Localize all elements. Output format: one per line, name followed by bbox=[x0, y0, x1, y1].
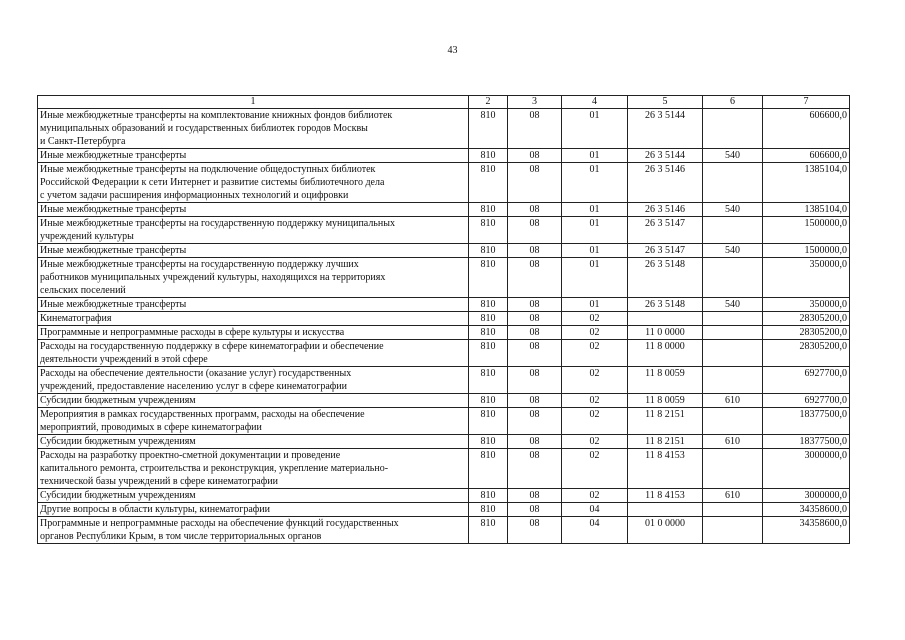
row-code-cell bbox=[703, 258, 763, 298]
row-code-cell: 04 bbox=[562, 503, 628, 517]
row-code-cell: 02 bbox=[562, 449, 628, 489]
row-code-cell: 08 bbox=[508, 408, 562, 435]
table-row bbox=[38, 435, 850, 449]
row-name-cell bbox=[38, 326, 469, 340]
row-code-cell: 11 8 0000 bbox=[628, 340, 703, 367]
row-code-cell: 11 8 2151 bbox=[628, 408, 703, 435]
row-code-cell: 810 bbox=[469, 408, 508, 435]
row-code-cell: 02 bbox=[562, 326, 628, 340]
row-code-cell: 08 bbox=[508, 435, 562, 449]
row-sum-cell: 28305200,0 bbox=[763, 326, 850, 340]
row-code-cell: 02 bbox=[562, 489, 628, 503]
row-code-cell: 08 bbox=[508, 503, 562, 517]
row-code-cell: 540 bbox=[703, 244, 763, 258]
page-number: 43 bbox=[447, 45, 458, 56]
table-row bbox=[38, 449, 850, 489]
row-code-cell: 08 bbox=[508, 517, 562, 544]
row-name-line: Российской Федерации к сети Интернет и развитие системы библиотечного дела bbox=[40, 177, 385, 188]
row-name-line: мероприятий, проводимых в сфере кинематографии bbox=[40, 422, 262, 433]
table-row bbox=[38, 312, 850, 326]
row-code-cell: 26 3 5147 bbox=[628, 244, 703, 258]
row-code-cell: 01 bbox=[562, 217, 628, 244]
row-code-cell: 11 8 4153 bbox=[628, 489, 703, 503]
table-row bbox=[38, 298, 850, 312]
row-code-cell bbox=[703, 408, 763, 435]
table-row bbox=[38, 244, 850, 258]
row-code-cell: 26 3 5148 bbox=[628, 298, 703, 312]
row-sum-cell: 1500000,0 bbox=[763, 217, 850, 244]
row-code-cell: 02 bbox=[562, 435, 628, 449]
row-code-cell: 01 bbox=[562, 149, 628, 163]
row-code-cell bbox=[703, 109, 763, 149]
row-code-cell: 26 3 5144 bbox=[628, 109, 703, 149]
row-name-line: Иные межбюджетные трансферты bbox=[40, 204, 187, 215]
row-name-line: Иные межбюджетные трансферты bbox=[40, 299, 187, 310]
table-row bbox=[38, 340, 850, 367]
row-code-cell bbox=[703, 503, 763, 517]
row-code-cell: 540 bbox=[703, 298, 763, 312]
row-code-cell: 08 bbox=[508, 203, 562, 217]
row-sum-cell: 3000000,0 bbox=[763, 489, 850, 503]
row-name-line: Другие вопросы в области культуры, кинематографии bbox=[40, 504, 270, 515]
row-sum-cell: 606600,0 bbox=[763, 149, 850, 163]
row-name-line: Иные межбюджетные трансферты на комплектование книжных фондов библиотек bbox=[40, 110, 393, 121]
row-code-cell: 11 8 2151 bbox=[628, 435, 703, 449]
row-name-line: деятельности учреждений в этой сфере bbox=[40, 354, 208, 365]
header-cell: 6 bbox=[703, 96, 763, 109]
row-code-cell: 01 bbox=[562, 258, 628, 298]
row-code-cell bbox=[703, 312, 763, 326]
row-name-line: Субсидии бюджетным учреждениям bbox=[40, 490, 196, 501]
row-code-cell: 810 bbox=[469, 367, 508, 394]
table-row bbox=[38, 203, 850, 217]
row-code-cell: 26 3 5148 bbox=[628, 258, 703, 298]
row-code-cell: 610 bbox=[703, 435, 763, 449]
table-row bbox=[38, 394, 850, 408]
row-name-cell bbox=[38, 258, 469, 298]
header-cell: 7 bbox=[763, 96, 850, 109]
row-code-cell: 01 bbox=[562, 298, 628, 312]
row-name-line: Иные межбюджетные трансферты bbox=[40, 150, 187, 161]
table-row bbox=[38, 367, 850, 394]
row-name-line: учреждений, предоставление населению услуг в сфере кинематографии bbox=[40, 381, 347, 392]
row-code-cell: 26 3 5144 bbox=[628, 149, 703, 163]
row-name-line: Иные межбюджетные трансферты на государственную поддержку муниципальных bbox=[40, 218, 395, 229]
row-code-cell: 810 bbox=[469, 503, 508, 517]
row-code-cell bbox=[703, 326, 763, 340]
header-row bbox=[38, 96, 850, 109]
row-code-cell: 810 bbox=[469, 517, 508, 544]
table-row bbox=[38, 109, 850, 149]
row-code-cell: 26 3 5147 bbox=[628, 217, 703, 244]
row-sum-cell: 6927700,0 bbox=[763, 367, 850, 394]
header-cell: 5 bbox=[628, 96, 703, 109]
row-code-cell: 08 bbox=[508, 312, 562, 326]
row-sum-cell: 1385104,0 bbox=[763, 203, 850, 217]
row-code-cell: 810 bbox=[469, 109, 508, 149]
row-code-cell: 01 bbox=[562, 203, 628, 217]
row-name-cell bbox=[38, 367, 469, 394]
row-sum-cell: 606600,0 bbox=[763, 109, 850, 149]
table-row bbox=[38, 258, 850, 298]
row-sum-cell: 3000000,0 bbox=[763, 449, 850, 489]
row-name-line: Субсидии бюджетным учреждениям bbox=[40, 436, 196, 447]
row-code-cell: 08 bbox=[508, 244, 562, 258]
budget-table bbox=[37, 95, 850, 544]
row-name-cell bbox=[38, 489, 469, 503]
row-name-line: Мероприятия в рамках государственных программ, расходы на обеспечение bbox=[40, 409, 365, 420]
row-code-cell: 02 bbox=[562, 394, 628, 408]
row-name-line: Иные межбюджетные трансферты на государственную поддержку лучших bbox=[40, 259, 359, 270]
row-code-cell: 810 bbox=[469, 435, 508, 449]
row-name-line: Программные и непрограммные расходы на обеспечение функций государственных bbox=[40, 518, 399, 529]
row-code-cell: 08 bbox=[508, 326, 562, 340]
row-code-cell bbox=[703, 217, 763, 244]
table-row bbox=[38, 503, 850, 517]
row-code-cell: 810 bbox=[469, 163, 508, 203]
row-code-cell: 08 bbox=[508, 258, 562, 298]
table-row bbox=[38, 163, 850, 203]
row-code-cell bbox=[703, 517, 763, 544]
row-name-line: Расходы на обеспечение деятельности (оказание услуг) государственных bbox=[40, 368, 352, 379]
row-code-cell: 810 bbox=[469, 258, 508, 298]
row-code-cell: 08 bbox=[508, 217, 562, 244]
row-name-line: Кинематография bbox=[40, 313, 112, 324]
row-code-cell: 08 bbox=[508, 298, 562, 312]
row-code-cell bbox=[628, 503, 703, 517]
row-code-cell bbox=[703, 340, 763, 367]
row-sum-cell: 28305200,0 bbox=[763, 340, 850, 367]
row-sum-cell: 34358600,0 bbox=[763, 503, 850, 517]
row-sum-cell: 34358600,0 bbox=[763, 517, 850, 544]
row-code-cell: 610 bbox=[703, 489, 763, 503]
row-sum-cell: 350000,0 bbox=[763, 258, 850, 298]
row-sum-cell: 1385104,0 bbox=[763, 163, 850, 203]
row-code-cell bbox=[703, 367, 763, 394]
row-name-line: учреждений культуры bbox=[40, 231, 134, 242]
row-name-line: Программные и непрограммные расходы в сфере культуры и искусства bbox=[40, 327, 345, 338]
table-row bbox=[38, 408, 850, 435]
row-code-cell: 810 bbox=[469, 244, 508, 258]
row-name-cell bbox=[38, 217, 469, 244]
row-code-cell: 02 bbox=[562, 312, 628, 326]
row-code-cell: 01 bbox=[562, 163, 628, 203]
row-name-line: технической базы учреждений в сфере кинематографии bbox=[40, 476, 278, 487]
row-name-cell bbox=[38, 408, 469, 435]
row-code-cell: 810 bbox=[469, 203, 508, 217]
row-name-cell bbox=[38, 244, 469, 258]
row-name-cell bbox=[38, 203, 469, 217]
row-sum-cell: 350000,0 bbox=[763, 298, 850, 312]
row-code-cell bbox=[703, 163, 763, 203]
header-cell: 1 bbox=[38, 96, 469, 109]
row-name-cell bbox=[38, 449, 469, 489]
row-code-cell: 810 bbox=[469, 449, 508, 489]
row-code-cell: 08 bbox=[508, 163, 562, 203]
row-code-cell: 08 bbox=[508, 394, 562, 408]
row-code-cell: 810 bbox=[469, 340, 508, 367]
row-code-cell: 08 bbox=[508, 449, 562, 489]
row-code-cell: 810 bbox=[469, 394, 508, 408]
row-code-cell: 02 bbox=[562, 340, 628, 367]
row-code-cell: 540 bbox=[703, 149, 763, 163]
row-name-cell bbox=[38, 394, 469, 408]
row-code-cell: 810 bbox=[469, 149, 508, 163]
row-code-cell: 11 8 0059 bbox=[628, 394, 703, 408]
row-code-cell: 540 bbox=[703, 203, 763, 217]
row-code-cell: 01 0 0000 bbox=[628, 517, 703, 544]
table-row bbox=[38, 489, 850, 503]
row-name-cell bbox=[38, 163, 469, 203]
row-code-cell: 08 bbox=[508, 149, 562, 163]
row-code-cell: 11 0 0000 bbox=[628, 326, 703, 340]
row-code-cell: 11 8 0059 bbox=[628, 367, 703, 394]
row-code-cell bbox=[703, 449, 763, 489]
row-name-cell bbox=[38, 149, 469, 163]
row-name-line: сельских поселений bbox=[40, 285, 126, 296]
header-cell: 2 bbox=[469, 96, 508, 109]
table-row bbox=[38, 326, 850, 340]
row-sum-cell: 18377500,0 bbox=[763, 408, 850, 435]
header-cell: 4 bbox=[562, 96, 628, 109]
row-name-line: и Санкт-Петербурга bbox=[40, 136, 126, 147]
row-name-cell bbox=[38, 312, 469, 326]
row-code-cell: 810 bbox=[469, 326, 508, 340]
row-code-cell: 610 bbox=[703, 394, 763, 408]
row-code-cell: 26 3 5146 bbox=[628, 163, 703, 203]
row-name-line: органов Республики Крым, в том числе территориальных органов bbox=[40, 531, 322, 542]
row-code-cell: 08 bbox=[508, 109, 562, 149]
row-name-cell bbox=[38, 109, 469, 149]
row-code-cell: 08 bbox=[508, 340, 562, 367]
row-name-line: Иные межбюджетные трансферты bbox=[40, 245, 187, 256]
row-code-cell: 11 8 4153 bbox=[628, 449, 703, 489]
row-code-cell: 08 bbox=[508, 367, 562, 394]
row-code-cell: 810 bbox=[469, 489, 508, 503]
row-code-cell: 810 bbox=[469, 217, 508, 244]
row-name-line: Расходы на разработку проектно-сметной документации и проведение bbox=[40, 450, 341, 461]
row-name-line: капитального ремонта, строительства и реконструкция, укрепление материально- bbox=[40, 463, 389, 474]
row-code-cell: 810 bbox=[469, 312, 508, 326]
row-code-cell: 01 bbox=[562, 244, 628, 258]
row-code-cell: 01 bbox=[562, 109, 628, 149]
row-name-cell bbox=[38, 340, 469, 367]
row-code-cell: 02 bbox=[562, 367, 628, 394]
table-row bbox=[38, 217, 850, 244]
row-code-cell: 26 3 5146 bbox=[628, 203, 703, 217]
row-name-cell bbox=[38, 298, 469, 312]
table-row bbox=[38, 149, 850, 163]
row-name-cell bbox=[38, 503, 469, 517]
row-sum-cell: 1500000,0 bbox=[763, 244, 850, 258]
row-name-line: Субсидии бюджетным учреждениям bbox=[40, 395, 196, 406]
row-code-cell: 02 bbox=[562, 408, 628, 435]
row-code-cell: 810 bbox=[469, 298, 508, 312]
row-sum-cell: 6927700,0 bbox=[763, 394, 850, 408]
row-name-line: муниципальных образований и государственных библиотек городов Москвы bbox=[40, 123, 368, 134]
row-sum-cell: 18377500,0 bbox=[763, 435, 850, 449]
row-name-cell bbox=[38, 517, 469, 544]
row-name-cell bbox=[38, 435, 469, 449]
row-code-cell: 08 bbox=[508, 489, 562, 503]
table-row bbox=[38, 517, 850, 544]
row-sum-cell: 28305200,0 bbox=[763, 312, 850, 326]
row-code-cell bbox=[628, 312, 703, 326]
row-name-line: работников муниципальных учреждений культуры, находящихся на территориях bbox=[40, 272, 386, 283]
row-name-line: Расходы на государственную поддержку в сфере кинематографии и обеспечение bbox=[40, 341, 384, 352]
header-cell: 3 bbox=[508, 96, 562, 109]
row-name-line: с учетом задачи расширения информационных технологий и оцифровки bbox=[40, 190, 349, 201]
row-code-cell: 04 bbox=[562, 517, 628, 544]
row-name-line: Иные межбюджетные трансферты на подключение общедоступных библиотек bbox=[40, 164, 376, 175]
